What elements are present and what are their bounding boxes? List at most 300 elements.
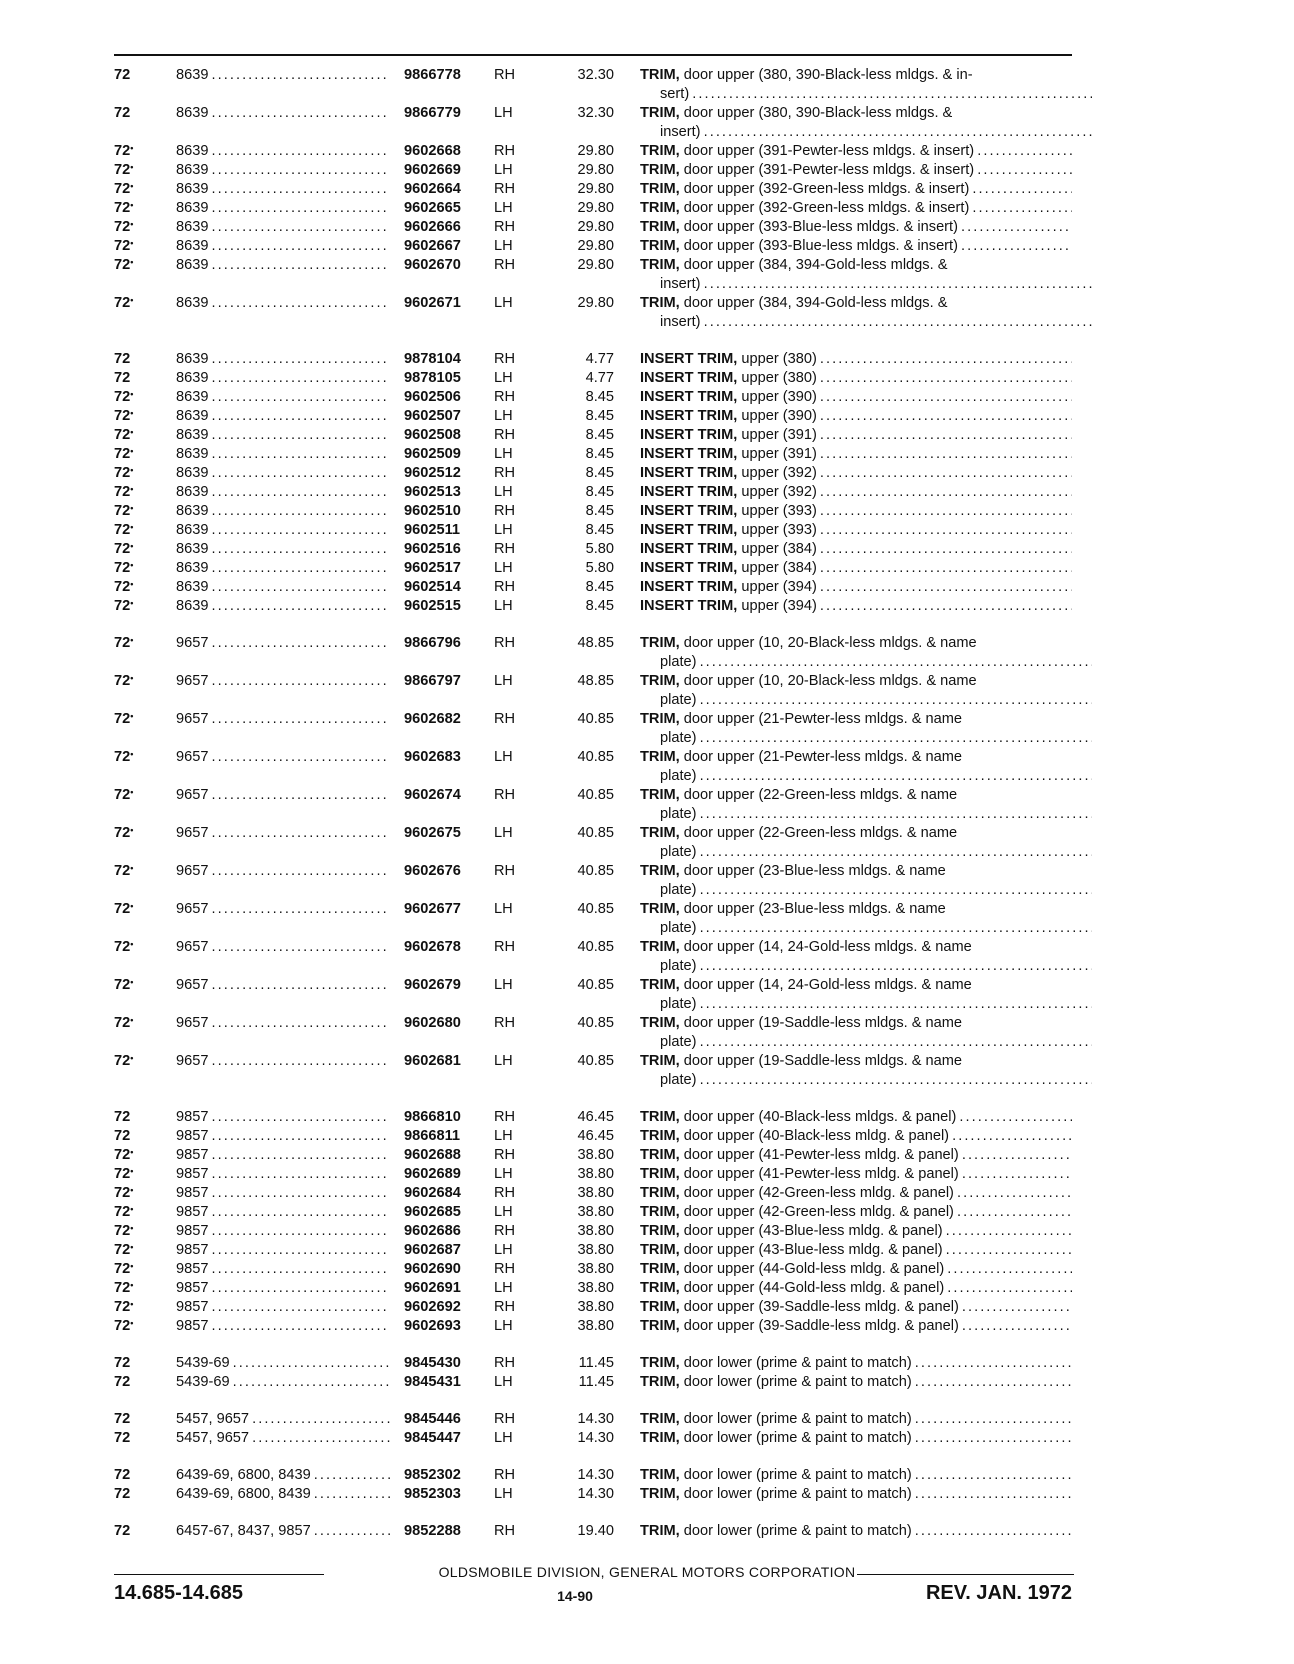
part-number: 9852302 [404,1467,461,1483]
revision-marker: • [130,1053,134,1063]
model-number: 8639 . . . [176,426,390,445]
price: 8.45 [585,465,614,481]
parts-row [114,66,1074,104]
description [640,350,1072,369]
item-description: upper (393) [741,522,817,538]
item-keyword: TRIM, [640,1523,680,1539]
price: 19.40 [577,1523,614,1539]
year [114,104,130,123]
parts-row [114,1014,1074,1052]
side: LH [494,977,513,993]
item-description: door upper (393-Blue-less mldgs. & insert) [683,238,958,254]
description [640,976,1072,1014]
description [640,900,1072,938]
year [114,218,133,237]
item-keyword: TRIM, [640,939,680,955]
part-number: 9602509 [404,446,461,462]
price: 38.80 [577,1242,614,1258]
description [640,1354,1072,1373]
part-number: 9602507 [404,408,461,424]
year [114,294,133,313]
part-number: 9602512 [404,465,461,481]
description-line [640,237,1072,256]
model-number: 9857 . . . [176,1165,390,1184]
price: 14.30 [577,1467,614,1483]
description [640,445,1072,464]
year [114,1317,133,1336]
description [640,218,1072,237]
year-value: 72 [114,522,131,538]
description-line [640,862,1072,881]
side: LH [494,598,513,614]
description [640,142,1072,161]
model-number: 8639 . . . [176,161,390,180]
item-keyword: TRIM, [640,635,680,651]
item-description: door upper (380, 390-Black-less mldgs. & [683,105,953,121]
model-number: 8639 . . . [176,464,390,483]
row-gap [114,616,1074,634]
row-gap [114,1504,1074,1522]
item-keyword: TRIM, [640,1318,680,1334]
price: 40.85 [577,711,614,727]
year-value: 72 [114,977,131,993]
year [114,710,133,729]
model-number: 8639 . . . [176,104,390,123]
revision-marker: • [130,181,134,191]
item-keyword: TRIM, [640,673,680,689]
item-description: door upper (391-Pewter-less mldgs. & insert) [683,162,975,178]
description-line [640,1279,1072,1298]
year [114,1354,130,1373]
part-number: 9602514 [404,579,461,595]
revision-marker: • [130,579,134,589]
item-description: door upper (10, 20-Black-less mldgs. & name [683,635,977,651]
description-line [640,1014,1072,1033]
model-number: 9857 . . . [176,1146,390,1165]
parts-row [114,521,1074,540]
description-line [640,597,1072,616]
model-number: 8639 . . . [176,445,390,464]
price: 8.45 [585,503,614,519]
side: LH [494,1053,513,1069]
row-gap [114,1448,1074,1466]
parts-list [114,66,1074,1541]
item-description: door upper (44-Gold-less mldg. & panel) [683,1280,945,1296]
description-line [640,388,1072,407]
description [640,521,1072,540]
item-description: door lower (prime & paint to match) [683,1523,912,1539]
revision-marker: • [130,711,134,721]
revision-marker: • [130,541,134,551]
continuation-text: plate) [660,882,697,898]
model-number: 9857 . . . [176,1317,390,1336]
description-line [640,426,1072,445]
part-number: 9866778 [404,67,461,83]
revision-marker: • [130,257,134,267]
item-keyword: INSERT TRIM, [640,427,738,443]
description [640,1052,1072,1090]
year [114,350,130,369]
revision-marker: • [130,446,134,456]
description-line [640,786,1072,805]
year [114,407,133,426]
model-number: 8639 . . . [176,256,390,275]
price: 38.80 [577,1147,614,1163]
model-number: 9657 . . . [176,938,390,957]
side: RH [494,1223,516,1239]
description-line [640,578,1072,597]
revision-marker: • [130,1147,134,1157]
part-number: 9878105 [404,370,461,386]
year-value: 72 [114,257,131,273]
price: 29.80 [577,219,614,235]
model-number: 9857 . . . [176,1260,390,1279]
side: LH [494,901,513,917]
part-number: 9866810 [404,1109,461,1125]
item-keyword: INSERT TRIM, [640,351,738,367]
description-line [640,407,1072,426]
year [114,1279,133,1298]
model-number: 6457-67, 8437, 9857 . . . [176,1522,390,1541]
description [640,1429,1072,1448]
description-line [640,938,1072,957]
item-description: door upper (42-Green-less mldg. & panel) [683,1185,954,1201]
item-description: door upper (44-Gold-less mldg. & panel) [683,1261,945,1277]
side: LH [494,370,513,386]
side: LH [494,749,513,765]
price: 29.80 [577,257,614,273]
model-number: 8639 . . . [176,369,390,388]
description [640,502,1072,521]
revision-marker: • [130,1223,134,1233]
item-keyword: TRIM, [640,825,680,841]
description-line [640,1052,1072,1071]
item-keyword: TRIM, [640,181,680,197]
side: RH [494,219,516,235]
description [640,1373,1072,1392]
description-line [640,66,1072,85]
price: 40.85 [577,1053,614,1069]
side: LH [494,1486,513,1502]
part-number: 9602687 [404,1242,461,1258]
item-description: door upper (39-Saddle-less mldg. & panel) [683,1299,959,1315]
price: 40.85 [577,787,614,803]
item-keyword: TRIM, [640,901,680,917]
year-value: 72 [114,598,131,614]
item-description: door lower (prime & paint to match) [683,1486,912,1502]
price: 38.80 [577,1223,614,1239]
description-line [640,1108,1072,1127]
parts-row [114,1373,1074,1392]
price: 5.80 [585,541,614,557]
item-keyword: TRIM, [640,711,680,727]
item-keyword: TRIM, [640,749,680,765]
side: LH [494,295,513,311]
description-line [640,483,1072,502]
description-line [640,540,1072,559]
description-line [640,748,1072,767]
model-number: 9857 . . . [176,1108,390,1127]
item-description: door upper (393-Blue-less mldgs. & insert) [683,219,958,235]
year [114,1165,133,1184]
year [114,1014,133,1033]
footer-page-number: 14-90 [557,1588,593,1604]
item-description: door upper (23-Blue-less mldgs. & name [683,863,946,879]
item-keyword: TRIM, [640,1299,680,1315]
parts-row [114,1203,1074,1222]
description [640,407,1072,426]
year-value: 72 [114,749,131,765]
price: 46.45 [577,1128,614,1144]
model-number: 5439-69 . . . [176,1354,390,1373]
model-number: 9857 . . . [176,1203,390,1222]
year-value: 72 [114,295,131,311]
item-keyword: TRIM, [640,1128,680,1144]
side: RH [494,711,516,727]
item-keyword: TRIM, [640,1355,680,1371]
parts-row [114,104,1074,142]
year [114,502,133,521]
year-value: 72 [114,560,131,576]
year [114,1108,130,1127]
price: 32.30 [577,67,614,83]
item-keyword: TRIM, [640,1486,680,1502]
revision-marker: • [130,598,134,608]
year-value: 72 [114,1109,131,1125]
parts-row [114,578,1074,597]
side: LH [494,522,513,538]
item-description: upper (390) [741,408,817,424]
footer-revision: REV. JAN. 1972 [925,1582,1072,1604]
price: 40.85 [577,977,614,993]
description-line [640,350,1072,369]
description-line [640,1485,1072,1504]
description-line [640,1184,1072,1203]
model-number: 9657 . . . [176,976,390,995]
item-keyword: TRIM, [640,1015,680,1031]
description-line [640,976,1072,995]
side: LH [494,673,513,689]
parts-row [114,294,1074,332]
part-number: 9602515 [404,598,461,614]
year [114,540,133,559]
side: RH [494,1523,516,1539]
item-description: door upper (380, 390-Black-less mldgs. & in- [683,67,973,83]
description [640,161,1072,180]
part-number: 9602510 [404,503,461,519]
year-value: 72 [114,67,131,83]
item-description: upper (393) [741,503,817,519]
continuation-text: insert) [660,314,701,330]
side: RH [494,143,516,159]
year [114,1203,133,1222]
item-keyword: TRIM, [640,162,680,178]
parts-row [114,1127,1074,1146]
item-keyword: TRIM, [640,105,680,121]
revision-marker: • [130,1015,134,1025]
model-number: 6439-69, 6800, 8439 . . . [176,1485,390,1504]
continuation-text: insert) [660,124,701,140]
item-keyword: INSERT TRIM, [640,503,738,519]
item-keyword: TRIM, [640,863,680,879]
part-number: 9602666 [404,219,461,235]
model-number: 8639 . . . [176,502,390,521]
price: 14.30 [577,1430,614,1446]
item-description: upper (390) [741,389,817,405]
revision-marker: • [130,635,134,645]
parts-row [114,350,1074,369]
part-number: 9845446 [404,1411,461,1427]
description-line [640,1317,1072,1336]
continuation-text: plate) [660,1072,697,1088]
part-number: 9602682 [404,711,461,727]
model-number: 8639 . . . [176,218,390,237]
description-line [640,1298,1072,1317]
part-number: 9602667 [404,238,461,254]
price: 14.30 [577,1411,614,1427]
description [640,1014,1072,1052]
description-line [640,1466,1072,1485]
year [114,180,133,199]
description-line [640,502,1072,521]
parts-row [114,1317,1074,1336]
price: 14.30 [577,1486,614,1502]
description-line [640,294,1072,313]
description [640,1485,1072,1504]
item-keyword: TRIM, [640,977,680,993]
description [640,1466,1072,1485]
parts-row [114,256,1074,294]
year [114,938,133,957]
description [640,104,1072,142]
parts-row [114,1241,1074,1260]
item-keyword: INSERT TRIM, [640,408,738,424]
revision-marker: • [130,1242,134,1252]
item-keyword: TRIM, [640,1185,680,1201]
description [640,786,1072,824]
side: RH [494,787,516,803]
parts-row [114,559,1074,578]
description-continuation [640,919,1092,938]
year-value: 72 [114,901,131,917]
description-line [640,559,1072,578]
item-keyword: INSERT TRIM, [640,560,738,576]
side: LH [494,1204,513,1220]
part-number: 9602670 [404,257,461,273]
side: RH [494,351,516,367]
parts-row [114,1108,1074,1127]
parts-row [114,1279,1074,1298]
side: RH [494,635,516,651]
part-number: 9845447 [404,1430,461,1446]
revision-marker: • [130,673,134,683]
parts-row [114,483,1074,502]
item-description: door upper (42-Green-less mldg. & panel) [683,1204,954,1220]
revision-marker: • [130,503,134,513]
side: LH [494,162,513,178]
row-gap [114,1392,1074,1410]
year-value: 72 [114,1430,131,1446]
description [640,578,1072,597]
description-continuation [640,805,1092,824]
item-description: upper (392) [741,465,817,481]
price: 40.85 [577,825,614,841]
year-value: 72 [114,1486,131,1502]
parts-row [114,180,1074,199]
parts-row [114,1260,1074,1279]
description-line [640,1222,1072,1241]
part-number: 9602674 [404,787,461,803]
item-description: door upper (392-Green-less mldgs. & insert) [683,181,970,197]
footer-section-number: 14.685-14.685 [114,1582,244,1604]
year [114,634,133,653]
year-value: 72 [114,408,131,424]
revision-marker: • [130,787,134,797]
year [114,388,133,407]
description-line [640,464,1072,483]
year [114,1373,130,1392]
model-number: 9657 . . . [176,710,390,729]
part-number: 9602693 [404,1318,461,1334]
year [114,900,133,919]
model-number: 5439-69 . . . [176,1373,390,1392]
continuation-text: plate) [660,920,697,936]
year-value: 72 [114,446,131,462]
item-description: upper (380) [741,351,817,367]
side: RH [494,863,516,879]
item-description: door upper (10, 20-Black-less mldgs. & name [683,673,977,689]
part-number: 9602669 [404,162,461,178]
year-value: 72 [114,1523,131,1539]
year-value: 72 [114,1355,131,1371]
year [114,1260,133,1279]
revision-marker: • [130,522,134,532]
revision-marker: • [130,977,134,987]
item-keyword: TRIM, [640,1204,680,1220]
description [640,710,1072,748]
year [114,1485,130,1504]
item-keyword: TRIM, [640,67,680,83]
model-number: 9657 . . . [176,1014,390,1033]
description-continuation [640,767,1092,786]
part-number: 9602689 [404,1166,461,1182]
item-keyword: TRIM, [640,1374,680,1390]
model-number: 9857 . . . [176,1127,390,1146]
description [640,1108,1072,1127]
item-keyword: INSERT TRIM, [640,579,738,595]
model-number: 8639 . . . [176,521,390,540]
item-keyword: INSERT TRIM, [640,598,738,614]
price: 8.45 [585,484,614,500]
price: 38.80 [577,1280,614,1296]
description [640,672,1072,710]
description-continuation [640,957,1092,976]
footer-division-text: OLDSMOBILE DIVISION, GENERAL MOTORS CORPORATION [438,1564,856,1580]
year-value: 72 [114,1242,131,1258]
item-keyword: TRIM, [640,1223,680,1239]
year-value: 72 [114,389,131,405]
item-keyword: TRIM, [640,238,680,254]
continuation-text: plate) [660,654,697,670]
description-line [640,1165,1072,1184]
year-value: 72 [114,579,131,595]
description-line [640,1146,1072,1165]
model-number: 8639 . . . [176,388,390,407]
year-value: 72 [114,541,131,557]
model-number: 9857 . . . [176,1298,390,1317]
description-line [640,1373,1072,1392]
price: 8.45 [585,408,614,424]
